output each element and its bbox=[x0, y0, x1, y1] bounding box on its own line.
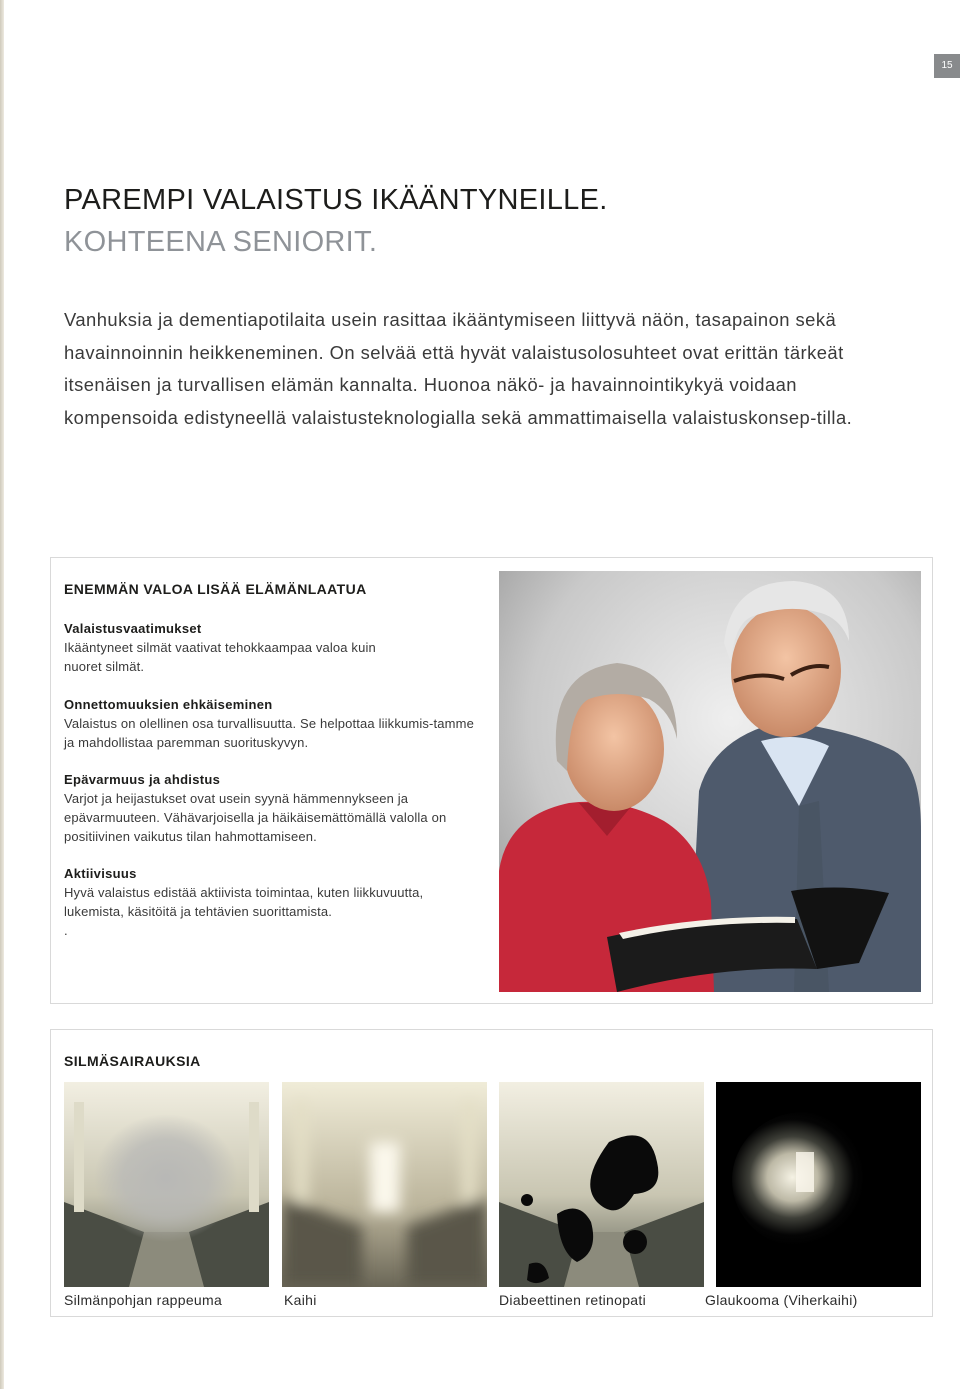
info-item bbox=[64, 770, 484, 846]
item-title: Onnettomuuksien ehkäiseminen bbox=[64, 697, 273, 712]
macular-degeneration-image bbox=[64, 1082, 269, 1287]
seniors-reading-photo bbox=[499, 571, 921, 992]
page-subtitle: KOHTEENA SENIORIT. bbox=[64, 226, 378, 258]
glaucoma-image bbox=[716, 1082, 921, 1287]
cataract-image bbox=[282, 1082, 487, 1287]
info-item bbox=[64, 695, 484, 752]
page-title: PAREMPI VALAISTUS IKÄÄNTYNEILLE. bbox=[64, 184, 608, 216]
item-title: Valaistusvaatimukset bbox=[64, 621, 202, 636]
item-text: Hyvä valaistus edistää aktiivista toimintaa, kuten liikkuvuutta, lukemista, käsitöitä ja tehtävien suorittamista. bbox=[64, 885, 424, 919]
item-text: Varjot ja heijastukset ovat usein syynä hämmennykseen ja epävarmuuteen. Vähävarjoisella ja häikäisemättömällä valolla on positiivinen vaikutus tilan hahmottamiseen. bbox=[64, 791, 447, 844]
info-item bbox=[64, 864, 484, 940]
item-title: Epävarmuus ja ahdistus bbox=[64, 772, 221, 787]
seniors-reading-illustration bbox=[499, 571, 921, 992]
caption-macular-degeneration: Silmänpohjan rappeuma bbox=[64, 1292, 223, 1308]
diabetic-retinopathy-image bbox=[499, 1082, 704, 1287]
trailing-dot: . bbox=[64, 923, 68, 938]
page-number-badge: 15 bbox=[934, 54, 960, 78]
item-text: Valaistus on olellinen osa turvallisuutta. Se helpottaa liikkumis-tamme ja mahdollistaa paremman suorituskyvyn. bbox=[64, 716, 474, 750]
box-heading: ENEMMÄN VALOA LISÄÄ ELÄMÄNLAATUA bbox=[64, 581, 367, 597]
box-heading: SILMÄSAIRAUKSIA bbox=[64, 1053, 201, 1069]
intro-paragraph: Vanhuksia ja dementiapotilaita usein rasittaa ikääntymiseen liittyvä näön, tasapainon sekä havainnoinnin heikkeneminen. On selvää että hyvät valaistusolosuhteet ovat erittän tärkeät itsenäisen ja turvallisen elämän kannalta. Huonoa näkö- ja havainnointikykyä voidaan kompensoida edistyneellä valaistusteknologialla sekä ammattimaisella valaistuskonsep-tilla. bbox=[64, 309, 853, 429]
item-text: Ikääntyneet silmät vaativat tehokkaampaa valoa kuin nuoret silmät. bbox=[64, 640, 376, 674]
caption-diabetic-retinopathy: Diabeettinen retinopati bbox=[499, 1292, 646, 1308]
caption-cataract: Kaihi bbox=[284, 1292, 317, 1308]
caption-glaucoma: Glaukooma (Viherkaihi) bbox=[705, 1292, 858, 1308]
page-spine-edge bbox=[0, 0, 4, 1389]
item-title: Aktiivisuus bbox=[64, 866, 137, 881]
info-item bbox=[64, 619, 484, 676]
